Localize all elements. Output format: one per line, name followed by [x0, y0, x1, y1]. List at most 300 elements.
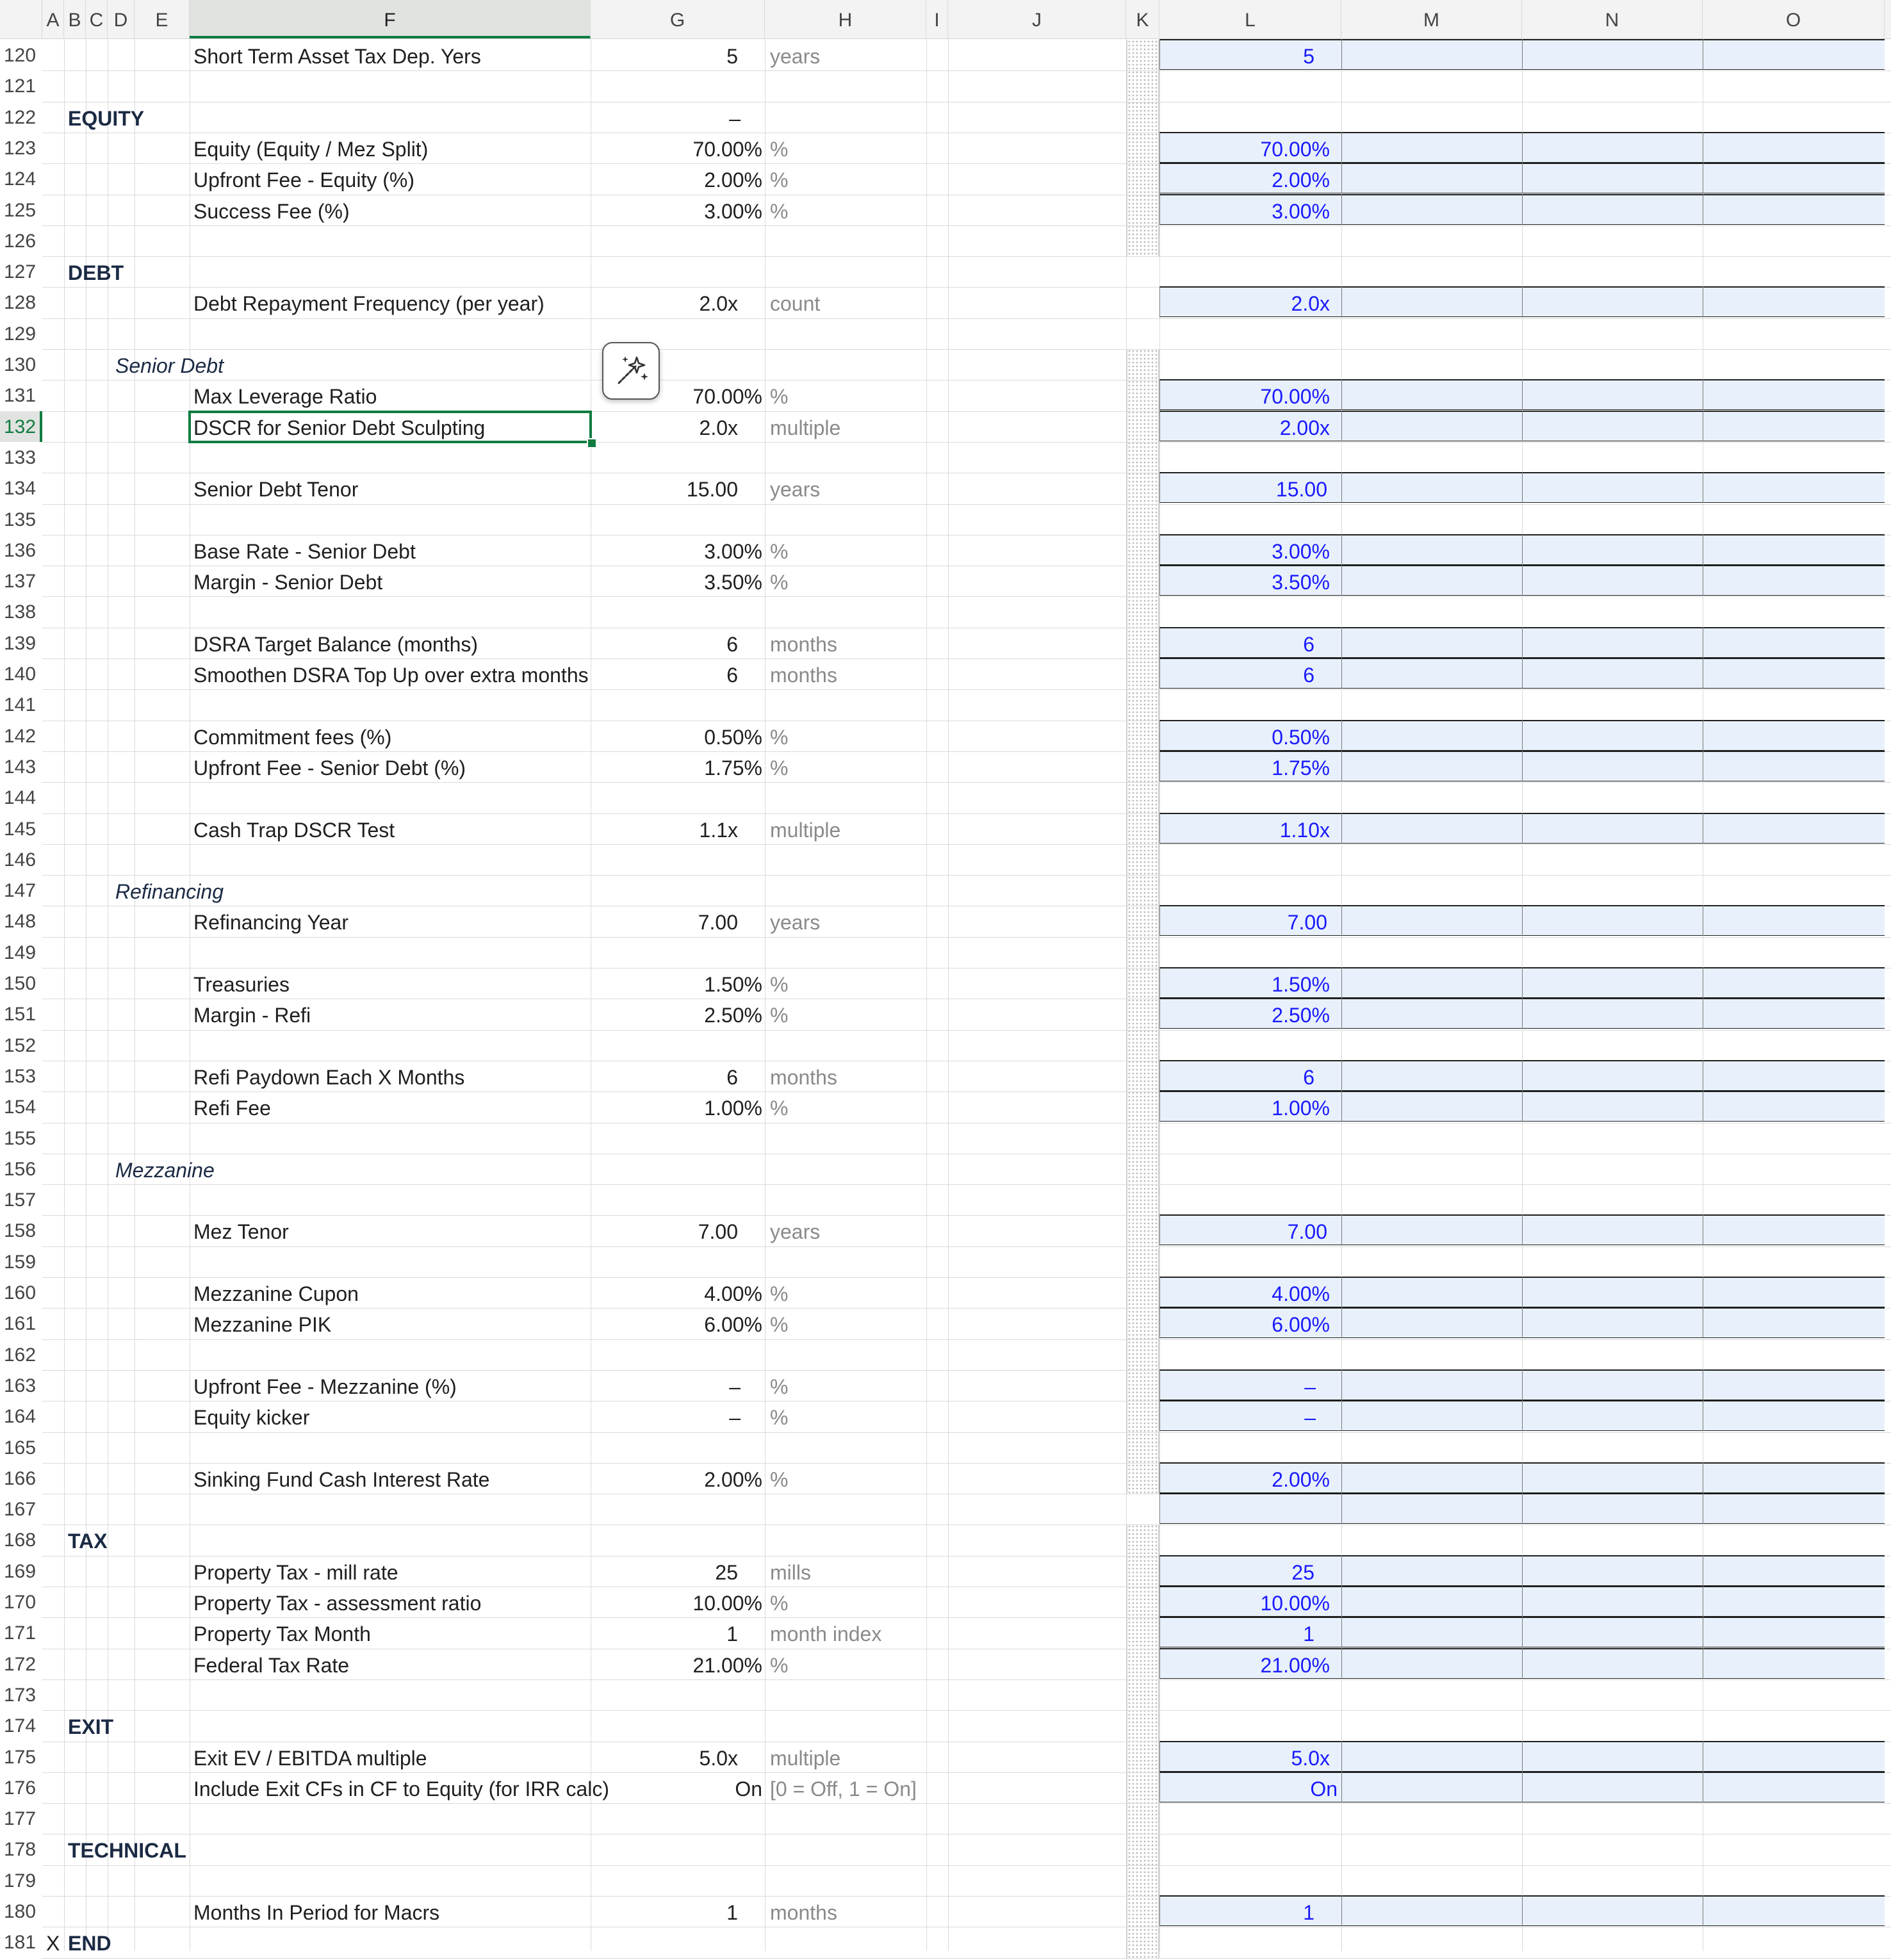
- unit-label[interactable]: months: [770, 1901, 837, 1924]
- column-header-e[interactable]: E: [135, 0, 190, 38]
- row-header[interactable]: 168: [4, 1530, 37, 1551]
- input-label[interactable]: Mezzanine Cupon: [193, 1282, 359, 1305]
- column-header-g[interactable]: G: [591, 0, 765, 38]
- input-label[interactable]: Months In Period for Macrs: [193, 1901, 440, 1924]
- scenario-cell-divider: [1522, 1307, 1523, 1338]
- row-header[interactable]: 177: [4, 1808, 37, 1830]
- scenario-cell-divider: [1522, 286, 1523, 317]
- column-header-f[interactable]: F: [190, 0, 591, 38]
- scenario-cell-divider: [1522, 1091, 1523, 1122]
- row-header[interactable]: 139: [4, 632, 37, 654]
- row-header[interactable]: 151: [4, 1004, 37, 1025]
- scenario-cell-divider: [1522, 472, 1523, 503]
- scenario-cell-divider: [1341, 1400, 1342, 1431]
- row-header[interactable]: 148: [4, 911, 37, 933]
- row-header[interactable]: 132: [0, 411, 42, 442]
- scenario-value: 6: [1303, 664, 1314, 687]
- base-value-cell[interactable]: 15.00: [686, 478, 738, 502]
- scenario-cell-divider: [1341, 39, 1342, 70]
- base-value-cell[interactable]: 3.50%: [704, 571, 762, 594]
- scenario-value: 3.50%: [1272, 571, 1330, 594]
- unit-label[interactable]: %: [770, 539, 789, 563]
- scenario-cell-divider: [1341, 813, 1342, 844]
- row-header[interactable]: 125: [4, 199, 37, 221]
- scenario-cell-divider: [1522, 905, 1523, 936]
- input-label[interactable]: Upfront Fee - Senior Debt (%): [193, 756, 466, 780]
- scenario-value: 1.50%: [1272, 973, 1330, 996]
- row-header[interactable]: 150: [4, 973, 37, 994]
- scenario-cell-divider: [1341, 194, 1342, 225]
- scenario-value: –: [1304, 1406, 1316, 1430]
- scenario-cell-divider: [1522, 1648, 1523, 1679]
- column-header-l[interactable]: L: [1159, 0, 1341, 38]
- base-value-cell[interactable]: 21.00%: [692, 1653, 762, 1677]
- base-value-cell[interactable]: 2.00%: [704, 168, 762, 192]
- scenario-value: 21.00%: [1260, 1653, 1330, 1677]
- unit-label[interactable]: months: [770, 1065, 837, 1089]
- input-label[interactable]: Upfront Fee - Mezzanine (%): [193, 1375, 457, 1398]
- row-header[interactable]: 142: [4, 725, 37, 747]
- ai-assist-button[interactable]: [602, 342, 660, 400]
- row-marker[interactable]: X: [46, 1932, 60, 1956]
- base-value-cell[interactable]: 1.75%: [704, 756, 762, 780]
- row-gridline: [42, 782, 1891, 783]
- scenario-cell-divider: [1522, 813, 1523, 844]
- row-header[interactable]: 167: [4, 1499, 37, 1521]
- input-label[interactable]: DSRA Target Balance (months): [193, 632, 479, 656]
- unit-label[interactable]: %: [770, 168, 789, 192]
- input-label[interactable]: Senior Debt Tenor: [193, 478, 359, 502]
- row-header[interactable]: 140: [4, 664, 37, 685]
- scenario-cell-divider: [1341, 1895, 1342, 1926]
- row-header[interactable]: 179: [4, 1870, 37, 1891]
- input-label[interactable]: Property Tax - assessment ratio: [193, 1592, 482, 1615]
- row-header[interactable]: 162: [4, 1344, 37, 1366]
- scenario-cell-divider: [1341, 132, 1342, 163]
- input-label[interactable]: Mez Tenor: [193, 1220, 289, 1244]
- section-heading[interactable]: TAX: [68, 1530, 108, 1553]
- unit-label[interactable]: %: [770, 199, 789, 223]
- base-value-cell[interactable]: –: [729, 1406, 741, 1430]
- input-label[interactable]: Federal Tax Rate: [193, 1653, 350, 1677]
- column-header-j[interactable]: J: [948, 0, 1126, 38]
- scenario-cell-divider: [1341, 1060, 1342, 1091]
- scenario-value: 2.00%: [1272, 168, 1330, 192]
- unit-label[interactable]: %: [770, 1406, 789, 1430]
- row-header[interactable]: 169: [4, 1560, 37, 1582]
- scenario-value: 25: [1291, 1560, 1314, 1584]
- scenario-value: 5.0x: [1291, 1746, 1330, 1770]
- column-header-i[interactable]: I: [926, 0, 948, 38]
- base-value-cell[interactable]: 7.00: [698, 911, 738, 935]
- section-heading[interactable]: TECHNICAL: [68, 1839, 186, 1863]
- input-label[interactable]: DSCR for Senior Debt Sculpting: [193, 416, 486, 439]
- scenario-cell-divider: [1341, 1555, 1342, 1586]
- row-header[interactable]: 152: [4, 1034, 37, 1056]
- scenario-cell-divider: [1522, 1369, 1523, 1400]
- row-header[interactable]: 174: [4, 1715, 37, 1737]
- scenario-cell-divider: [1522, 1772, 1523, 1802]
- row-gridline: [42, 875, 1891, 876]
- input-label[interactable]: Property Tax Month: [193, 1622, 371, 1646]
- input-label[interactable]: Margin - Refi: [193, 1004, 311, 1027]
- scenario-cell-divider: [1522, 163, 1523, 193]
- scenario-cell-divider: [1341, 1617, 1342, 1647]
- row-header[interactable]: 143: [4, 756, 37, 778]
- input-label[interactable]: Equity (Equity / Mez Split): [193, 137, 429, 161]
- sparkle-wand-icon: [603, 343, 659, 398]
- scenario-cell-divider: [1522, 194, 1523, 225]
- row-header[interactable]: 145: [4, 818, 37, 840]
- row-gridline: [42, 1803, 1891, 1804]
- base-value-cell[interactable]: –: [729, 1375, 741, 1398]
- column-header-a[interactable]: A: [42, 0, 64, 38]
- row-header[interactable]: 158: [4, 1220, 37, 1242]
- select-all-corner[interactable]: [0, 0, 42, 38]
- row-header[interactable]: 161: [4, 1313, 37, 1335]
- column-header-n[interactable]: N: [1522, 0, 1703, 38]
- scenario-cell-divider: [1522, 379, 1523, 410]
- scenario-cell-divider: [1341, 1493, 1342, 1524]
- subsection-heading[interactable]: Mezzanine: [115, 1158, 215, 1182]
- row-header[interactable]: 120: [4, 45, 37, 66]
- scenario-cell-divider: [1341, 998, 1342, 1029]
- scenario-value: 70.00%: [1260, 385, 1330, 409]
- row-header[interactable]: 171: [4, 1622, 37, 1644]
- unit-label[interactable]: years: [770, 1220, 821, 1244]
- unit-label[interactable]: %: [770, 1004, 789, 1027]
- row-header[interactable]: 160: [4, 1282, 37, 1303]
- row-header[interactable]: 126: [4, 230, 37, 252]
- input-label[interactable]: Treasuries: [193, 973, 290, 996]
- row-header[interactable]: 123: [4, 137, 37, 159]
- row-header[interactable]: 147: [4, 880, 37, 902]
- row-header[interactable]: 172: [4, 1653, 37, 1675]
- base-value-cell[interactable]: 1: [726, 1901, 738, 1924]
- row-header[interactable]: 121: [4, 76, 37, 97]
- base-value-cell[interactable]: 5.0x: [699, 1746, 738, 1770]
- unit-label[interactable]: %: [770, 1653, 789, 1677]
- column-gridline: [948, 38, 949, 1951]
- unit-label[interactable]: years: [770, 478, 821, 502]
- input-label[interactable]: Refi Paydown Each X Months: [193, 1065, 465, 1089]
- input-label[interactable]: Property Tax - mill rate: [193, 1560, 398, 1584]
- column-header-h[interactable]: H: [765, 0, 926, 38]
- unit-label[interactable]: month index: [770, 1622, 882, 1646]
- column-header-c[interactable]: C: [86, 0, 108, 38]
- base-value-cell[interactable]: On: [735, 1777, 762, 1801]
- scenario-cell-divider: [1522, 1400, 1523, 1431]
- base-value-cell[interactable]: 6: [726, 632, 738, 656]
- scenario-value: 3.00%: [1272, 539, 1330, 563]
- scenario-cell-divider: [1341, 1462, 1342, 1493]
- column-header-m[interactable]: M: [1341, 0, 1522, 38]
- row-header[interactable]: 149: [4, 942, 37, 963]
- row-header[interactable]: 122: [4, 106, 37, 128]
- scenario-cell-divider: [1522, 534, 1523, 565]
- row-gridline: [42, 1524, 1891, 1525]
- input-label[interactable]: Margin - Senior Debt: [193, 571, 383, 594]
- base-value-cell[interactable]: –: [729, 106, 741, 130]
- unit-label[interactable]: %: [770, 571, 789, 594]
- column-header-b[interactable]: B: [64, 0, 86, 38]
- section-heading[interactable]: END: [68, 1932, 111, 1956]
- unit-label[interactable]: count: [770, 292, 821, 316]
- scenario-value: 5: [1303, 45, 1314, 68]
- column-header-k[interactable]: K: [1126, 0, 1159, 38]
- scenario-cell-divider: [1522, 411, 1523, 441]
- scenario-cell-divider: [1341, 1307, 1342, 1338]
- scenario-cell-divider: [1522, 565, 1523, 596]
- scenario-cell-divider: [1522, 1277, 1523, 1307]
- scenario-cell-divider: [1341, 286, 1342, 317]
- scenario-cell-divider: [1522, 1555, 1523, 1586]
- unit-label[interactable]: years: [770, 45, 821, 68]
- input-label[interactable]: Cash Trap DSCR Test: [193, 818, 395, 842]
- row-gridline: [42, 1865, 1891, 1866]
- input-label[interactable]: Base Rate - Senior Debt: [193, 539, 416, 563]
- column-header-d[interactable]: D: [108, 0, 135, 38]
- column-k-spacer-band: [1126, 40, 1159, 133]
- row-gridline: [42, 1030, 1891, 1031]
- row-header[interactable]: 154: [4, 1097, 37, 1118]
- scenario-cell-divider: [1341, 1277, 1342, 1307]
- row-header[interactable]: 170: [4, 1592, 37, 1613]
- column-k-spacer-band: [1126, 349, 1159, 1494]
- row-header[interactable]: 141: [4, 694, 37, 716]
- scenario-value: 2.0x: [1291, 292, 1330, 316]
- base-value-cell[interactable]: 1: [726, 1622, 738, 1646]
- row-header[interactable]: 157: [4, 1189, 37, 1211]
- base-value-cell[interactable]: 2.0x: [699, 292, 738, 316]
- column-gridline: [64, 38, 65, 1951]
- unit-label[interactable]: %: [770, 1313, 789, 1337]
- row-header[interactable]: 166: [4, 1467, 37, 1489]
- scenario-cell-divider: [1522, 132, 1523, 163]
- scenario-cell-divider: [1341, 411, 1342, 441]
- unit-label[interactable]: multiple: [770, 818, 841, 842]
- row-header[interactable]: 134: [4, 478, 37, 500]
- row-header[interactable]: 156: [4, 1158, 37, 1180]
- row-gridline: [42, 504, 1891, 505]
- row-header[interactable]: 165: [4, 1437, 37, 1458]
- base-value-cell[interactable]: 25: [715, 1560, 738, 1584]
- base-value-cell[interactable]: 10.00%: [692, 1592, 762, 1615]
- row-header[interactable]: 133: [4, 446, 37, 468]
- scenario-cell-divider: [1341, 720, 1342, 751]
- scenario-cell-divider: [1522, 751, 1523, 781]
- base-value-cell[interactable]: 4.00%: [704, 1282, 762, 1305]
- unit-label[interactable]: %: [770, 1097, 789, 1120]
- base-value-cell[interactable]: 70.00%: [692, 137, 762, 161]
- unit-label[interactable]: months: [770, 664, 837, 687]
- scenario-cell-divider: [1341, 751, 1342, 781]
- unit-label[interactable]: %: [770, 1375, 789, 1398]
- base-value-cell[interactable]: 6: [726, 664, 738, 687]
- row-header[interactable]: 130: [4, 354, 37, 375]
- row-header[interactable]: 138: [4, 601, 37, 623]
- scenario-cell-divider: [1522, 627, 1523, 658]
- scenario-cell-divider: [1341, 565, 1342, 596]
- row-header[interactable]: 127: [4, 261, 37, 283]
- unit-label[interactable]: %: [770, 137, 789, 161]
- unit-label[interactable]: %: [770, 1282, 789, 1305]
- unit-label[interactable]: months: [770, 632, 837, 656]
- scenario-value: 3.00%: [1272, 199, 1330, 223]
- scenario-value: 6.00%: [1272, 1313, 1330, 1337]
- base-value-cell[interactable]: 1.00%: [704, 1097, 762, 1120]
- scenario-cell-divider: [1522, 1060, 1523, 1091]
- input-label[interactable]: Debt Repayment Frequency (per year): [193, 292, 544, 316]
- scenario-value: 1.10x: [1279, 818, 1330, 842]
- row-header[interactable]: 131: [4, 385, 37, 407]
- unit-label[interactable]: %: [770, 1592, 789, 1615]
- unit-label[interactable]: %: [770, 973, 789, 996]
- input-label[interactable]: Short Term Asset Tax Dep. Yers: [193, 45, 481, 68]
- column-header-o[interactable]: O: [1703, 0, 1885, 38]
- input-label[interactable]: Refi Fee: [193, 1097, 271, 1120]
- input-label[interactable]: Equity kicker: [193, 1406, 310, 1430]
- section-heading[interactable]: EQUITY: [68, 106, 145, 130]
- scenario-cell-divider: [1522, 658, 1523, 689]
- section-heading[interactable]: DEBT: [68, 261, 124, 285]
- scenario-value: 1.00%: [1272, 1097, 1330, 1120]
- input-label[interactable]: Commitment fees (%): [193, 725, 392, 749]
- input-label[interactable]: Sinking Fund Cash Interest Rate: [193, 1467, 490, 1491]
- base-value-cell[interactable]: 3.00%: [704, 199, 762, 223]
- scenario-value: 1: [1303, 1622, 1314, 1646]
- input-label[interactable]: Include Exit CFs in CF to Equity (for IRR calc): [193, 1777, 610, 1801]
- scenario-cell-divider: [1341, 1648, 1342, 1679]
- scenario-cell-divider: [1341, 1741, 1342, 1772]
- row-header[interactable]: 173: [4, 1684, 37, 1706]
- row-header[interactable]: 135: [4, 509, 37, 530]
- scenario-value: 4.00%: [1272, 1282, 1330, 1305]
- base-value-cell[interactable]: 2.00%: [704, 1467, 762, 1491]
- scenario-value: 2.00x: [1279, 416, 1330, 439]
- row-header[interactable]: 128: [4, 292, 37, 314]
- scenario-value: –: [1304, 1375, 1316, 1398]
- row-gridline: [42, 1246, 1891, 1247]
- row-header[interactable]: 137: [4, 571, 37, 592]
- base-value-cell[interactable]: 2.0x: [699, 416, 738, 439]
- scenario-cell-divider: [1522, 1214, 1523, 1245]
- input-label[interactable]: Refinancing Year: [193, 911, 348, 935]
- unit-label[interactable]: years: [770, 911, 821, 935]
- active-cell-selection[interactable]: [188, 411, 592, 443]
- scenario-cell-divider: [1341, 1091, 1342, 1122]
- base-value-cell[interactable]: 3.00%: [704, 539, 762, 563]
- input-label[interactable]: Mezzanine PIK: [193, 1313, 332, 1337]
- base-value-cell[interactable]: 7.00: [698, 1220, 738, 1244]
- row-gridline: [42, 1432, 1891, 1433]
- scenario-cell-divider: [1341, 627, 1342, 658]
- row-header[interactable]: 178: [4, 1839, 37, 1861]
- scenario-value: 1: [1303, 1901, 1314, 1924]
- fill-handle[interactable]: [587, 438, 597, 448]
- base-value-cell[interactable]: 0.50%: [704, 725, 762, 749]
- base-value-cell[interactable]: 5: [726, 45, 738, 68]
- input-label[interactable]: Upfront Fee - Equity (%): [193, 168, 414, 192]
- scenario-value: 70.00%: [1260, 137, 1330, 161]
- unit-label[interactable]: %: [770, 725, 789, 749]
- row-header[interactable]: 175: [4, 1746, 37, 1768]
- scenario-cell-divider: [1522, 998, 1523, 1029]
- scenario-value: 7.00: [1287, 911, 1327, 935]
- row-header[interactable]: 176: [4, 1777, 37, 1799]
- unit-label[interactable]: multiple: [770, 1746, 841, 1770]
- input-label[interactable]: Smoothen DSRA Top Up over extra months: [193, 664, 589, 687]
- row-header[interactable]: 153: [4, 1065, 37, 1087]
- scenario-cell-divider: [1522, 967, 1523, 998]
- scenario-cell-divider: [1341, 1586, 1342, 1617]
- subsection-heading[interactable]: Refinancing: [115, 880, 224, 904]
- base-value-cell[interactable]: 70.00%: [692, 385, 762, 409]
- row-gridline: [42, 1184, 1891, 1185]
- scenario-cell-divider: [1341, 534, 1342, 565]
- scenario-cell-divider: [1341, 472, 1342, 503]
- base-value-cell[interactable]: 2.50%: [704, 1004, 762, 1027]
- unit-label[interactable]: [0 = Off, 1 = On]: [770, 1777, 917, 1801]
- scenario-cell-divider: [1522, 1493, 1523, 1524]
- row-header[interactable]: 164: [4, 1406, 37, 1428]
- base-value-cell[interactable]: 1.50%: [704, 973, 762, 996]
- scenario-cell-divider: [1522, 1586, 1523, 1617]
- column-header-row: [0, 0, 1891, 39]
- unit-label[interactable]: multiple: [770, 416, 841, 439]
- unit-label[interactable]: %: [770, 1467, 789, 1491]
- scenario-value: 10.00%: [1260, 1592, 1330, 1615]
- base-value-cell[interactable]: 1.1x: [699, 818, 738, 842]
- row-header[interactable]: 136: [4, 539, 37, 561]
- scenario-value: 1.75%: [1272, 756, 1330, 780]
- row-header[interactable]: 155: [4, 1127, 37, 1149]
- base-value-cell[interactable]: 6: [726, 1065, 738, 1089]
- scenario-cell-divider: [1522, 1895, 1523, 1926]
- row-header[interactable]: 144: [4, 787, 37, 809]
- row-header[interactable]: 124: [4, 168, 37, 190]
- row-header[interactable]: 181: [4, 1932, 37, 1954]
- unit-label[interactable]: mills: [770, 1560, 811, 1584]
- row-gridline: [42, 689, 1891, 690]
- section-heading[interactable]: EXIT: [68, 1715, 114, 1739]
- subsection-heading[interactable]: Senior Debt: [115, 354, 224, 377]
- scenario-cell-divider: [1341, 1214, 1342, 1245]
- row-gridline: [42, 1958, 1891, 1959]
- column-gridline: [926, 38, 927, 1951]
- row-header[interactable]: 159: [4, 1251, 37, 1273]
- row-header[interactable]: 146: [4, 849, 37, 870]
- input-label[interactable]: Exit EV / EBITDA multiple: [193, 1746, 427, 1770]
- scenario-cell-divider: [1341, 379, 1342, 410]
- row-gridline: [42, 937, 1891, 938]
- input-label[interactable]: Success Fee (%): [193, 199, 350, 223]
- unit-label[interactable]: %: [770, 385, 789, 409]
- scenario-cell-divider: [1522, 39, 1523, 70]
- scenario-cell-divider: [1341, 163, 1342, 193]
- base-value-cell[interactable]: 6.00%: [704, 1313, 762, 1337]
- scenario-cell-divider: [1341, 1369, 1342, 1400]
- unit-label[interactable]: %: [770, 756, 789, 780]
- row-header[interactable]: 180: [4, 1901, 37, 1922]
- row-header[interactable]: 129: [4, 323, 37, 345]
- input-label[interactable]: Max Leverage Ratio: [193, 385, 377, 409]
- scenario-value: 6: [1303, 1065, 1314, 1089]
- scenario-cell-divider: [1522, 1617, 1523, 1647]
- scenario-value: 7.00: [1287, 1220, 1327, 1244]
- row-header[interactable]: 163: [4, 1375, 37, 1396]
- scenario-cell-divider: [1341, 905, 1342, 936]
